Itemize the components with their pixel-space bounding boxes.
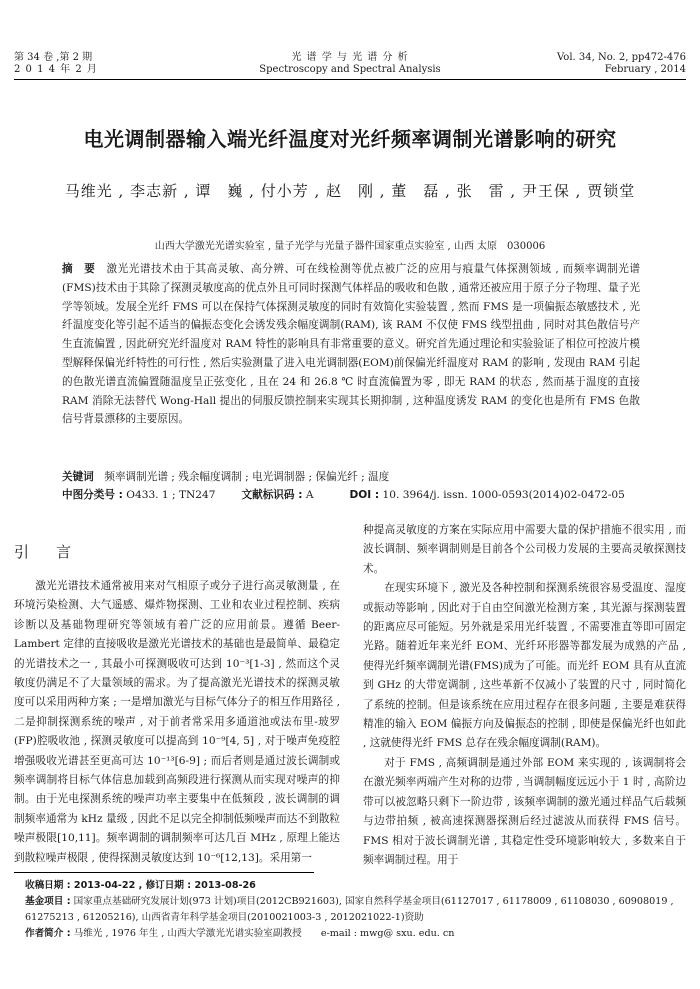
funding-label: 基金项目 : [25, 896, 71, 907]
keywords [62, 468, 640, 486]
intro-paragraph-4: 对于 FMS , 高频调制是通过外部 EOM 来实现的 , 该调制将会在激光频率两端产生对称的边带 , 当调制幅度远远小于 1 时 , 高阶边带可以被忽略只剩下一阶边带 , 该频率调制的激光通过样品气后载频与边带拍频 , 被高速探测器探测后经过滤波从而获得 FMS 信号。FMS 相对于波长调制光谱 , 其稳定性受环境影响较大 , 多数来自于频率调制过程。用于 [363, 756, 686, 866]
abstract-label: 摘 要 [62, 263, 96, 275]
keywords-text: 频率调制光谱 ; 残余幅度调制 ; 电光调制器 ; 保偏光纤 ; 温度 [104, 471, 390, 483]
doc-code-label: 文献标识码 : [241, 489, 303, 501]
doc-code-value: A [305, 489, 314, 501]
right-column [363, 521, 686, 870]
footnote-rule [14, 872, 314, 873]
dates-text: 收稿日期 : 2013-04-22 , 修订日期 : 2013-08-26 [25, 880, 256, 891]
classification [62, 486, 662, 504]
author-bio-text: 马维光 , 1976 年生 , 山西大学激光光谱实验室副教授 e-mail : mwg@ sxu. edu. cn [73, 928, 455, 939]
doi-value: 10. 3964/j. issn. 1000-0593(2014)02-0472-05 [382, 489, 625, 501]
doi-label: DOI : [349, 489, 380, 501]
funding-text: 国家重点基础研究发展计划(973 计划)项目(2012CB921603), 国家自然科学基金项目(61127017 , 61178009 , 61108030 , 60908019 , 61275213 , 61205216), 山西省青年科学基金项目(2010021003-3 , 2012021022-1)资助 [25, 896, 674, 923]
intro-paragraph-3: 在现实环境下 , 激光及各种控制和探测系统很容易受温度、湿度或振动等影响 , 因此对于自由空间激光检测方案 , 其光源与探测装置的距离应尽可能短。另外就是采用光纤装置 , 不需要准直等即可固定光路。随着近年来光纤 EOM、光纤环形器等都发展为成熟的产品 , 使得光纤频率调制光谱(FMS)成为了可能。而光纤 EOM 具有从直流到 GHz 的大带宽调制 , 这些革新不仅减小了装置的尺寸 , 同时简化了系统的控制。但是该系统在应用过程存在很多问题 , 主要是难获得精准的输入 EOM 偏振方向及偏振态的控制 , 即使是保偏光纤也如此 , 这就使得光纤 FMS 总存在残余幅度调制(RAM)。 [363, 582, 686, 750]
clc-label: 中图分类号 : [62, 489, 123, 501]
journal-month: February , 2014 [604, 64, 686, 75]
footnotes [25, 878, 690, 942]
abstract-text: 激光光谱技术由于其高灵敏、高分辨、可在线检测等优点被广泛的应用与痕量气体探测领域 , 而频率调制光谱(FMS)技术由于其除了探测灵敏度高的优点外且可同时探测气体样品的吸收和色散 , 通常还被应用于原子分子物理、量子光学等领域。发展全光纤 FMS 可以在保持气体探测灵敏度的同时有效简化实验装置 , 然而 FMS 是一项偏振态敏感技术 , 光纤温度变化等引起不适当的偏振态变化会诱发残余幅度调制(RAM), 该 RAM 不仅使 FMS 线型扭曲 , 同时对其色散信号产生直流偏置 , 因此研究光纤温度对 RAM 特性的影响具有非常重要的意义。研究首先通过理论和实验验证了相位可控波片模型解释保偏光纤特性的可行性 , 然后实验测量了进入电光调制器(EOM)前保偏光纤温度对 RAM 的影响 , 发现由 RAM 引起的色散光谱直流偏置随温度呈正弦变化 , 且在 24 和 26.8 ℃ 时直流偏置为零 , 即无 RAM 的状态 , 然而基于温度的直接 RAM 消除无法替代 Wong-Hall 提出的伺服反馈控制来实现其长期抑制 , 这种温度诱发 RAM 的变化也是所有 FMS 色散信号背景漂移的主要原因。 [62, 263, 640, 426]
clc-value: O433. 1 ; TN247 [126, 489, 216, 501]
intro-paragraph-2: 种提高灵敏度的方案在实际应用中需要大量的保护措施不很实用 , 而波长调制、频率调制则是目前各个公司极力发展的主要高灵敏探测技术。 [363, 524, 686, 575]
received-dates [25, 878, 690, 894]
author-bio-label: 作者简介 : [25, 928, 71, 939]
journal-volume: 第 34 卷 ,第 2 期 [14, 52, 93, 63]
journal-vol-pages: Vol. 34, No. 2, pp472-476 [557, 52, 686, 63]
keywords-label: 关键词 [62, 471, 94, 483]
affiliation: 山西大学激光光谱实验室 , 量子光学与光量子器件国家重点实验室 , 山西 太原 030006 [154, 241, 546, 252]
left-column [14, 577, 340, 868]
abstract [62, 260, 640, 429]
author-list: 马维光 , 李志新 , 谭 巍 , 付小芳 , 赵 刚 , 董 磊 , 张 雷 , 尹王保 , 贾锁堂 [64, 182, 636, 200]
intro-paragraph-1: 激光光谱技术通常被用来对气相原子或分子进行高灵敏测量 , 在环境污染检测、大气遥感、爆炸物探测、工业和农业过程控制、疾病诊断以及基础物理研究等领域有着广泛的应用前景。遵循 Beer-Lambert 定律的直接吸收是激光光谱技术的基础也是最简单、最稳定的光谱技术之一 , 其最小可探测吸收可达到 10⁻³[1-3] , 然而这个灵敏度仍满足不了大量领域的需求。为了提高激光光谱技术的探测灵敏度可以采用两种方案 ; 一是增加激光与目标气体分子的相互作用路径 , 二是抑制探测系统的噪声 , 对于前者常采用多通道池或法布里-玻罗(FP)腔吸收池 , 探测灵敏度可以提高到 10⁻⁹[4, 5] , 对于噪声免疫腔增强吸收光谱甚至更高可达 10⁻¹³[6-9] ; 而后者则是通过波长调制或频率调制将目标气体信息加载到高频段进行探测从而实现对噪声的抑制。由于光电探测系统的噪声功率主要集中在低频段 , 波长调制的调制频率通常为 kHz 量级 , 因此不足以完全抑制低频噪声而达不到散粒噪声极限[10,11]。频率调制的调制频率可达几百 MHz , 原理上能达到散粒噪声极限 , 使得探测灵敏度达到 10⁻⁶[12,13]。采用第一 [14, 580, 340, 864]
author-bio [25, 926, 690, 942]
funding [25, 894, 690, 926]
header-rule [14, 79, 686, 80]
section-heading-introduction: 引 言 [14, 543, 78, 561]
journal-name-en: Spectroscopy and Spectral Analysis [259, 64, 441, 75]
journal-date: 2 0 1 4 年 2 月 [14, 64, 98, 75]
journal-name-cn: 光 谱 学 与 光 谱 分 析 [291, 52, 409, 63]
paper-title: 电光调制器输入端光纤温度对光纤频率调制光谱影响的研究 [83, 127, 617, 151]
